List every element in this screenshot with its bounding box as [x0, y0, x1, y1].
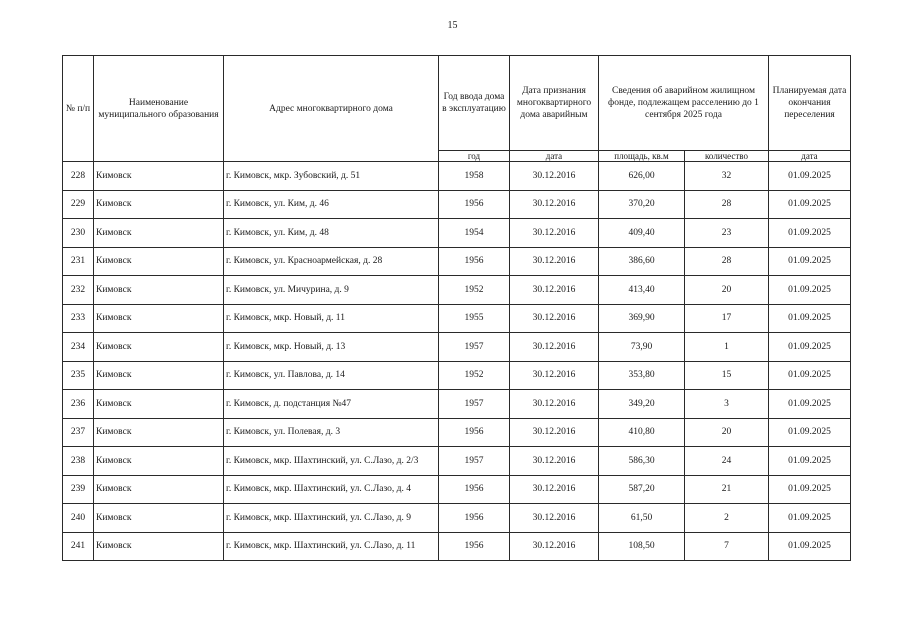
cell-year: 1957: [439, 333, 510, 362]
subheader-recognition-date: дата: [510, 151, 599, 162]
table-row: [63, 532, 851, 561]
subheader-area: площадь, кв.м: [599, 151, 685, 162]
cell-area: 386,60: [599, 247, 685, 276]
cell-planned-date: 01.09.2025: [769, 333, 851, 362]
cell-year: 1956: [439, 190, 510, 219]
cell-planned-date: 01.09.2025: [769, 532, 851, 561]
cell-municipality: Кимовск: [94, 361, 224, 390]
cell-recognition-date: 30.12.2016: [510, 162, 599, 191]
cell-recognition-date: 30.12.2016: [510, 219, 599, 248]
cell-municipality: Кимовск: [94, 390, 224, 419]
cell-year: 1956: [439, 475, 510, 504]
cell-municipality: Кимовск: [94, 504, 224, 533]
cell-num: 228: [63, 162, 94, 191]
table-row: [63, 304, 851, 333]
cell-address: г. Кимовск, ул. Полевая, д. 3: [224, 418, 439, 447]
cell-recognition-date: 30.12.2016: [510, 247, 599, 276]
cell-num: 238: [63, 447, 94, 476]
cell-address: г. Кимовск, ул. Ким, д. 48: [224, 219, 439, 248]
subheader-year: год: [439, 151, 510, 162]
cell-count: 28: [685, 247, 769, 276]
cell-recognition-date: 30.12.2016: [510, 447, 599, 476]
page-number: 15: [447, 20, 458, 31]
cell-planned-date: 01.09.2025: [769, 504, 851, 533]
cell-address: г. Кимовск, д. подстанция №47: [224, 390, 439, 419]
cell-area: 61,50: [599, 504, 685, 533]
cell-year: 1956: [439, 504, 510, 533]
cell-planned-date: 01.09.2025: [769, 361, 851, 390]
cell-municipality: Кимовск: [94, 447, 224, 476]
cell-recognition-date: 30.12.2016: [510, 361, 599, 390]
cell-municipality: Кимовск: [94, 190, 224, 219]
cell-planned-date: 01.09.2025: [769, 190, 851, 219]
cell-address: г. Кимовск, ул. Красноармейская, д. 28: [224, 247, 439, 276]
cell-address: г. Кимовск, мкр. Шахтинский, ул. С.Лазо, д. 2/3: [224, 447, 439, 476]
cell-area: 587,20: [599, 475, 685, 504]
cell-recognition-date: 30.12.2016: [510, 276, 599, 305]
cell-year: 1955: [439, 304, 510, 333]
cell-count: 23: [685, 219, 769, 248]
cell-area: 353,80: [599, 361, 685, 390]
cell-area: 73,90: [599, 333, 685, 362]
cell-year: 1956: [439, 247, 510, 276]
cell-area: 586,30: [599, 447, 685, 476]
cell-recognition-date: 30.12.2016: [510, 390, 599, 419]
cell-address: г. Кимовск, ул. Павлова, д. 14: [224, 361, 439, 390]
cell-count: 15: [685, 361, 769, 390]
cell-num: 241: [63, 532, 94, 561]
table-row: [63, 361, 851, 390]
cell-area: 626,00: [599, 162, 685, 191]
cell-num: 234: [63, 333, 94, 362]
table-row: [63, 190, 851, 219]
cell-count: 7: [685, 532, 769, 561]
cell-count: 1: [685, 333, 769, 362]
subheader-count: количество: [685, 151, 769, 162]
table-row: [63, 333, 851, 362]
cell-area: 370,20: [599, 190, 685, 219]
cell-year: 1952: [439, 361, 510, 390]
cell-address: г. Кимовск, мкр. Шахтинский, ул. С.Лазо, д. 4: [224, 475, 439, 504]
cell-municipality: Кимовск: [94, 276, 224, 305]
cell-year: 1956: [439, 418, 510, 447]
cell-count: 28: [685, 190, 769, 219]
cell-address: г. Кимовск, ул. Мичурина, д. 9: [224, 276, 439, 305]
table-header: [63, 56, 851, 162]
cell-municipality: Кимовск: [94, 333, 224, 362]
cell-recognition-date: 30.12.2016: [510, 532, 599, 561]
cell-num: 231: [63, 247, 94, 276]
cell-municipality: Кимовск: [94, 304, 224, 333]
cell-planned-date: 01.09.2025: [769, 390, 851, 419]
cell-planned-date: 01.09.2025: [769, 247, 851, 276]
cell-recognition-date: 30.12.2016: [510, 475, 599, 504]
header-year: Год ввода дома в эксплуатацию: [439, 56, 510, 151]
cell-planned-date: 01.09.2025: [769, 162, 851, 191]
cell-num: 240: [63, 504, 94, 533]
cell-municipality: Кимовск: [94, 475, 224, 504]
emergency-housing-table: [62, 55, 851, 561]
cell-recognition-date: 30.12.2016: [510, 504, 599, 533]
cell-area: 108,50: [599, 532, 685, 561]
cell-area: 349,20: [599, 390, 685, 419]
cell-area: 409,40: [599, 219, 685, 248]
cell-planned-date: 01.09.2025: [769, 418, 851, 447]
cell-year: 1954: [439, 219, 510, 248]
cell-num: 235: [63, 361, 94, 390]
table-row: [63, 418, 851, 447]
cell-count: 24: [685, 447, 769, 476]
table-row: [63, 247, 851, 276]
cell-area: 410,80: [599, 418, 685, 447]
cell-count: 32: [685, 162, 769, 191]
cell-count: 21: [685, 475, 769, 504]
cell-num: 229: [63, 190, 94, 219]
table-row: [63, 276, 851, 305]
cell-count: 20: [685, 276, 769, 305]
table-row: [63, 162, 851, 191]
cell-num: 236: [63, 390, 94, 419]
table-row: [63, 504, 851, 533]
cell-municipality: Кимовск: [94, 532, 224, 561]
table-body: [63, 162, 851, 561]
cell-count: 2: [685, 504, 769, 533]
cell-year: 1958: [439, 162, 510, 191]
subheader-planned-date: дата: [769, 151, 851, 162]
cell-planned-date: 01.09.2025: [769, 447, 851, 476]
cell-recognition-date: 30.12.2016: [510, 418, 599, 447]
cell-address: г. Кимовск, ул. Ким, д. 46: [224, 190, 439, 219]
cell-municipality: Кимовск: [94, 247, 224, 276]
cell-count: 17: [685, 304, 769, 333]
cell-recognition-date: 30.12.2016: [510, 304, 599, 333]
cell-area: 413,40: [599, 276, 685, 305]
cell-municipality: Кимовск: [94, 418, 224, 447]
cell-address: г. Кимовск, мкр. Новый, д. 11: [224, 304, 439, 333]
header-emergency-fund: Сведения об аварийном жилищном фонде, подлежащем расселению до 1 сентября 2025 года: [599, 56, 769, 151]
cell-municipality: Кимовск: [94, 219, 224, 248]
cell-address: г. Кимовск, мкр. Шахтинский, ул. С.Лазо, д. 11: [224, 532, 439, 561]
cell-year: 1957: [439, 447, 510, 476]
cell-num: 237: [63, 418, 94, 447]
cell-municipality: Кимовск: [94, 162, 224, 191]
cell-year: 1952: [439, 276, 510, 305]
cell-num: 230: [63, 219, 94, 248]
cell-num: 239: [63, 475, 94, 504]
cell-address: г. Кимовск, мкр. Шахтинский, ул. С.Лазо, д. 9: [224, 504, 439, 533]
table-row: [63, 219, 851, 248]
cell-planned-date: 01.09.2025: [769, 276, 851, 305]
cell-count: 20: [685, 418, 769, 447]
cell-address: г. Кимовск, мкр. Зубовский, д. 51: [224, 162, 439, 191]
header-address: Адрес многоквартирного дома: [224, 56, 439, 162]
table-row: [63, 390, 851, 419]
header-municipality: Наименование муниципального образования: [94, 56, 224, 162]
cell-num: 232: [63, 276, 94, 305]
cell-address: г. Кимовск, мкр. Новый, д. 13: [224, 333, 439, 362]
header-planned-date: Планируемая дата окончания переселения: [769, 56, 851, 151]
cell-year: 1957: [439, 390, 510, 419]
cell-planned-date: 01.09.2025: [769, 304, 851, 333]
header-recognition-date: Дата признания многоквартирного дома аварийным: [510, 56, 599, 151]
cell-count: 3: [685, 390, 769, 419]
cell-planned-date: 01.09.2025: [769, 475, 851, 504]
cell-year: 1956: [439, 532, 510, 561]
cell-recognition-date: 30.12.2016: [510, 333, 599, 362]
table-row: [63, 475, 851, 504]
table-row: [63, 447, 851, 476]
cell-area: 369,90: [599, 304, 685, 333]
cell-planned-date: 01.09.2025: [769, 219, 851, 248]
cell-num: 233: [63, 304, 94, 333]
header-num: № п/п: [63, 56, 94, 162]
cell-recognition-date: 30.12.2016: [510, 190, 599, 219]
